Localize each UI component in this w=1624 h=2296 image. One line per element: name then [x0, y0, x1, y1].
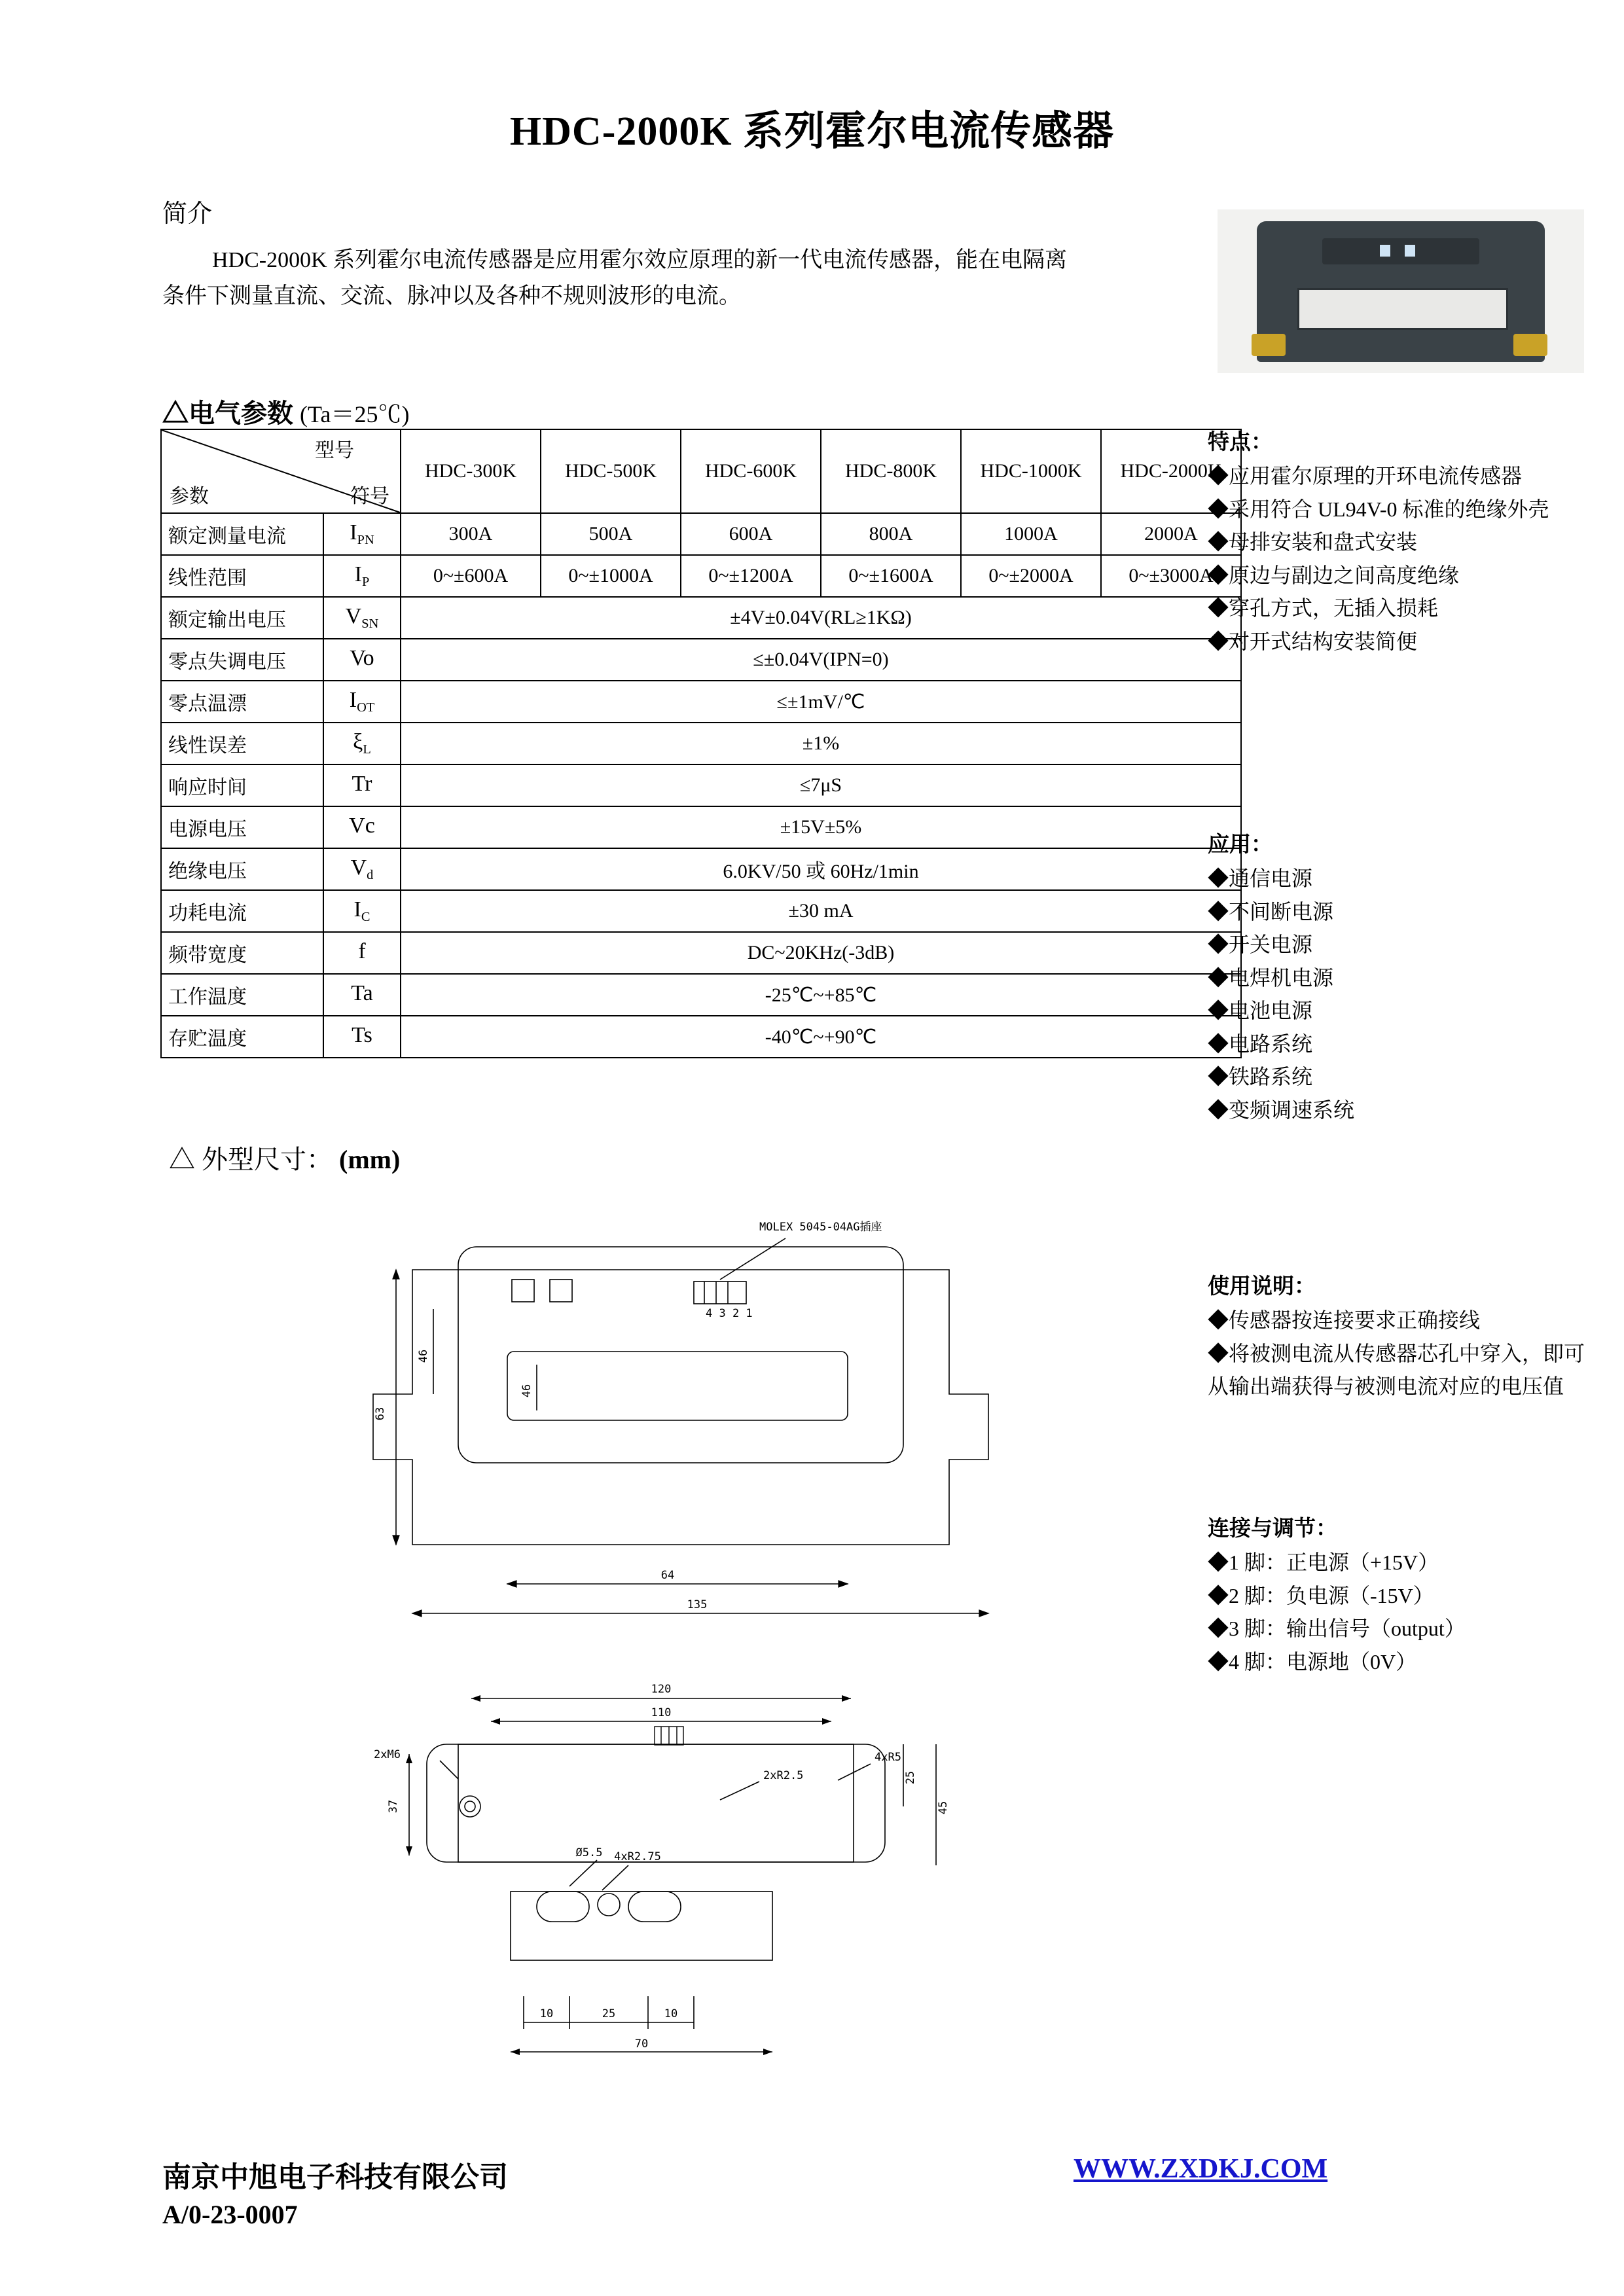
features-title: 特点： — [1208, 431, 1272, 454]
dim-45: 45 — [937, 1801, 950, 1815]
row-param: 零点温漂 — [161, 681, 323, 723]
row-param: 额定输出电压 — [161, 597, 323, 639]
row-value-merged: ≤±0.04V(IPN=0) — [401, 639, 1241, 681]
table-row — [161, 681, 1241, 723]
row-value-merged: -40℃~+90℃ — [401, 1016, 1241, 1058]
dimensions-mark: △ — [169, 1145, 195, 1174]
row-param: 功耗电流 — [161, 890, 323, 932]
dim-25-mid: 25 — [602, 2007, 616, 2020]
wiring-item: ◆1 脚：正电源（+15V） — [1208, 1551, 1439, 1575]
row-value-merged: -25℃~+85℃ — [401, 974, 1241, 1016]
row-value: 0~±1000A — [541, 555, 681, 597]
row-param: 电源电压 — [161, 806, 323, 848]
intro-heading: 简介 — [162, 200, 213, 228]
product-photo — [1218, 209, 1584, 373]
dimensions-label: 外型尺寸： — [202, 1145, 333, 1174]
row-value: 0~±600A — [401, 555, 541, 597]
feature-item: ◆对开式结构安装简便 — [1208, 629, 1418, 653]
usage-item: ◆传感器按连接要求正确接线 — [1208, 1308, 1481, 1333]
wiring-title: 连接与调节： — [1208, 1517, 1337, 1541]
row-value: 800A — [821, 513, 961, 555]
dim-46-left: 46 — [417, 1349, 430, 1363]
table-model-5: HDC-2000K — [1101, 429, 1241, 513]
usage-block — [1208, 1270, 1600, 1403]
section-electrical-condition: (Ta＝25℃) — [300, 401, 410, 427]
row-symbol: Tr — [323, 764, 401, 806]
dim-120: 120 — [651, 1683, 672, 1696]
dim-phi55: Ø5.5 — [575, 1846, 603, 1859]
table-model-1: HDC-500K — [541, 429, 681, 513]
usage-title: 使用说明： — [1208, 1275, 1316, 1299]
table-model-4: HDC-1000K — [961, 429, 1101, 513]
row-value: 0~±2000A — [961, 555, 1101, 597]
application-item: ◆铁路系统 — [1208, 1065, 1313, 1089]
table-model-2: HDC-600K — [681, 429, 821, 513]
feature-item: ◆母排安装和盘式安装 — [1208, 530, 1418, 554]
table-row — [161, 974, 1241, 1016]
wiring-item: ◆4 脚：电源地（0V） — [1208, 1649, 1417, 1674]
corner-symbol-label: 符号 — [350, 486, 389, 507]
row-symbol: $I_C$ — [323, 890, 401, 932]
table-header-row — [161, 429, 1241, 513]
dim-37: 37 — [387, 1799, 400, 1814]
row-value-merged: ≤7μS — [401, 764, 1241, 806]
row-symbol: $I_{PN}$ — [323, 513, 401, 555]
application-item: ◆电池电源 — [1208, 999, 1313, 1023]
table-model-3: HDC-800K — [821, 429, 961, 513]
row-value-merged: ±1% — [401, 723, 1241, 764]
dim-2xR2-5: 2xR2.5 — [763, 1769, 804, 1782]
table-corner-cell — [161, 429, 401, 513]
usage-item: ◆将被测电流从传感器芯孔中穿入，即可从输出端获得与被测电流对应的电压值 — [1208, 1341, 1585, 1399]
row-symbol: Vo — [323, 639, 401, 681]
row-param: 线性误差 — [161, 723, 323, 764]
row-param: 线性范围 — [161, 555, 323, 597]
section-electrical-heading — [162, 393, 409, 430]
footer-website-link[interactable]: WWW.ZXDKJ.COM — [1074, 2154, 1328, 2184]
row-value: 1000A — [961, 513, 1101, 555]
dim-4xR2-75: 4xR2.75 — [614, 1850, 661, 1863]
row-symbol: $\xi_L$ — [323, 723, 401, 764]
row-symbol: Ts — [323, 1016, 401, 1058]
table-model-0: HDC-300K — [401, 429, 541, 513]
feature-item: ◆原边与副边之间高度绝缘 — [1208, 563, 1460, 587]
table-row — [161, 764, 1241, 806]
row-value: 2000A — [1101, 513, 1241, 555]
product-mount-left — [1252, 334, 1286, 356]
dim-4xR5: 4xR5 — [875, 1751, 901, 1764]
applications-title: 应用： — [1208, 833, 1272, 857]
corner-model-label: 型号 — [315, 440, 354, 461]
product-led-2 — [1405, 245, 1415, 257]
row-param: 绝缘电压 — [161, 848, 323, 890]
row-value-merged: 6.0KV/50 或 60Hz/1min — [401, 848, 1241, 890]
feature-item: ◆采用符合 UL94V-0 标准的绝缘外壳 — [1208, 497, 1549, 521]
dim-25-right: 25 — [904, 1770, 917, 1785]
row-param: 额定测量电流 — [161, 513, 323, 555]
dim-46-inner: 46 — [520, 1384, 533, 1398]
dim-10-left: 10 — [539, 2007, 554, 2020]
product-aperture — [1297, 288, 1508, 330]
dim-64: 64 — [660, 1569, 675, 1582]
application-item: ◆通信电源 — [1208, 867, 1313, 891]
row-value-merged: ±30 mA — [401, 890, 1241, 932]
row-symbol: $V_d$ — [323, 848, 401, 890]
dimensions-unit: (mm) — [339, 1145, 401, 1174]
footer-company: 南京中旭电子科技有限公司 — [162, 2161, 508, 2193]
application-item: ◆电焊机电源 — [1208, 965, 1334, 990]
table-row — [161, 639, 1241, 681]
corner-param-label: 参数 — [170, 486, 209, 507]
features-block — [1208, 425, 1600, 658]
row-symbol: Vc — [323, 806, 401, 848]
table-row — [161, 597, 1241, 639]
application-item: ◆开关电源 — [1208, 933, 1313, 957]
row-symbol: $I_P$ — [323, 555, 401, 597]
connector-label: MOLEX 5045-04AG插座 — [759, 1221, 882, 1234]
row-value-merged: ±4V±0.04V(RL≥1KΩ) — [401, 597, 1241, 639]
row-param: 响应时间 — [161, 764, 323, 806]
application-item: ◆变频调速系统 — [1208, 1098, 1355, 1122]
table-row — [161, 806, 1241, 848]
product-slot — [1322, 238, 1479, 264]
table-row — [161, 848, 1241, 890]
application-item: ◆不间断电源 — [1208, 899, 1334, 924]
spec-table — [160, 429, 1242, 1058]
table-row — [161, 723, 1241, 764]
row-value: 0~±3000A — [1101, 555, 1241, 597]
row-symbol: $I_{OT}$ — [323, 681, 401, 723]
row-symbol: Ta — [323, 974, 401, 1016]
connector-pins: 4 3 2 1 — [706, 1307, 753, 1320]
page-title: HDC-2000K 系列霍尔电流传感器 — [509, 109, 1115, 154]
row-param: 工作温度 — [161, 974, 323, 1016]
feature-item: ◆穿孔方式，无插入损耗 — [1208, 596, 1439, 620]
dim-2xM6: 2xM6 — [374, 1748, 401, 1761]
row-value: 0~±1200A — [681, 555, 821, 597]
table-row — [161, 890, 1241, 932]
section-dimensions-heading — [169, 1139, 400, 1176]
dim-70: 70 — [634, 2037, 649, 2051]
table-row — [161, 932, 1241, 974]
feature-item: ◆应用霍尔原理的开环电流传感器 — [1208, 464, 1523, 488]
footer-code: A/0-23-0007 — [162, 2200, 298, 2229]
row-param: 频带宽度 — [161, 932, 323, 974]
table-row — [161, 513, 1241, 555]
row-value: 500A — [541, 513, 681, 555]
row-param: 存贮温度 — [161, 1016, 323, 1058]
row-value-merged: ≤±1mV/℃ — [401, 681, 1241, 723]
row-value: 600A — [681, 513, 821, 555]
applications-block — [1208, 828, 1600, 1127]
row-param: 零点失调电压 — [161, 639, 323, 681]
table-row — [161, 555, 1241, 597]
wiring-item: ◆3 脚：输出信号（output） — [1208, 1617, 1466, 1641]
dimension-drawing-front-icon — [262, 1178, 1080, 1636]
wiring-item: ◆2 脚：负电源（-15V） — [1208, 1583, 1434, 1607]
intro-body: HDC-2000K 系列霍尔电流传感器是应用霍尔效应原理的新一代电流传感器，能在电隔离条件下测量直流、交流、脉冲以及各种不规则波形的电流。 — [162, 248, 1068, 309]
application-item: ◆电路系统 — [1208, 1031, 1313, 1056]
row-symbol: $V_{SN}$ — [323, 597, 401, 639]
row-value: 0~±1600A — [821, 555, 961, 597]
dim-110: 110 — [651, 1706, 672, 1719]
dim-10-right: 10 — [664, 2007, 678, 2020]
section-electrical-label: △电气参数 — [162, 399, 293, 428]
row-value-merged: ±15V±5% — [401, 806, 1241, 848]
dim-63: 63 — [374, 1407, 387, 1421]
product-led-1 — [1380, 245, 1390, 257]
dimension-drawing-top-view-icon — [262, 1630, 1080, 2075]
row-value: 300A — [401, 513, 541, 555]
table-row — [161, 1016, 1241, 1058]
product-mount-right — [1513, 334, 1547, 356]
wiring-block — [1208, 1512, 1600, 1678]
row-value-merged: DC~20KHz(-3dB) — [401, 932, 1241, 974]
row-symbol: f — [323, 932, 401, 974]
dim-135: 135 — [687, 1598, 708, 1611]
